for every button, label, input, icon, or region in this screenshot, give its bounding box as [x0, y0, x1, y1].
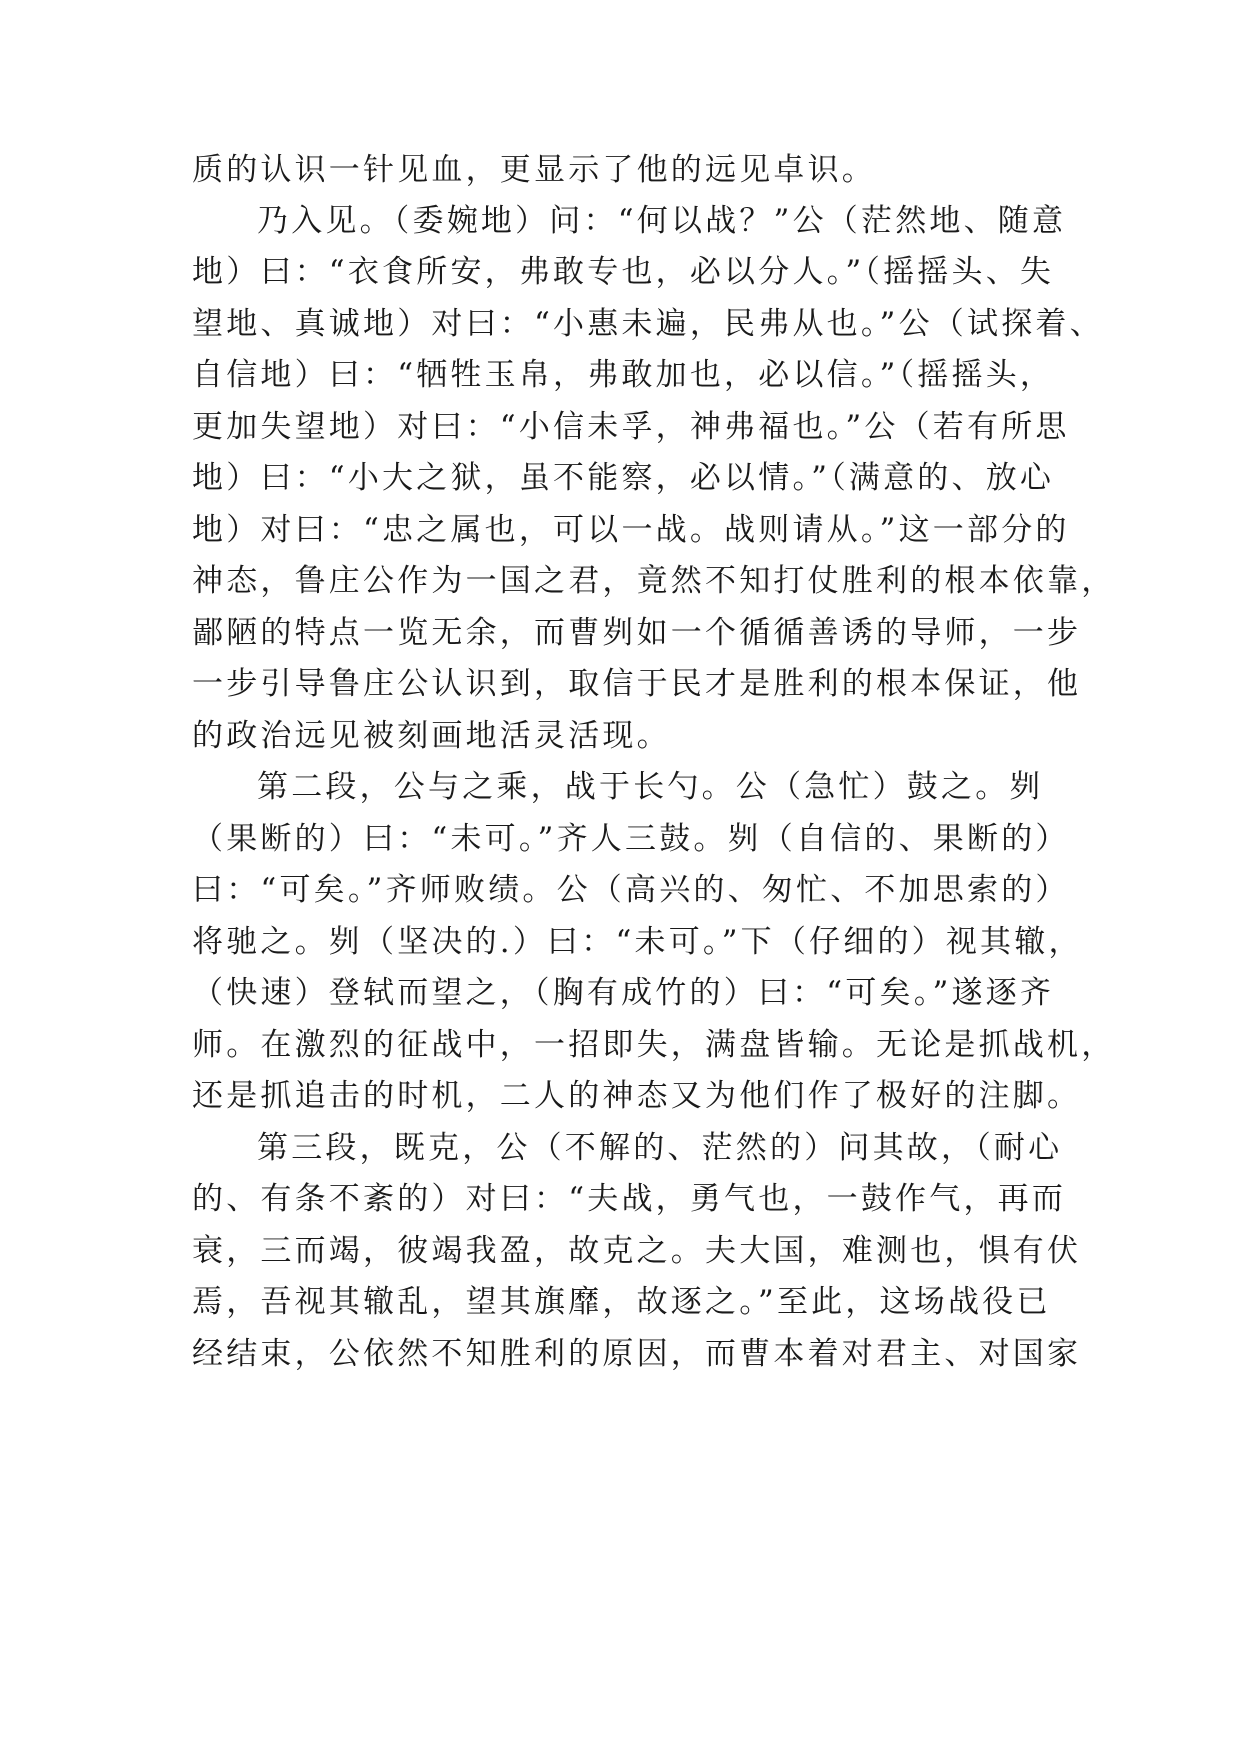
- paragraph-start-line: 第三段，既克，公（不解的、茫然的）问其故，（耐心: [257, 1130, 1063, 1166]
- text-line: 将驰之。刿（坚决的.）曰：“未可。”下（仔细的）视其辙，: [192, 924, 1083, 960]
- text-line: 鄙陋的特点一览无余，而曹刿如一个循循善诱的导师，一步: [192, 615, 1082, 651]
- text-line: 神态，鲁庄公作为一国之君，竟然不知打仗胜利的根本依靠，: [192, 563, 1116, 599]
- text-line: 的政治远见被刻画地活灵活现。: [192, 718, 671, 754]
- text-line: 的、有条不紊的）对曰：“夫战，勇气也，一鼓作气，再而: [192, 1181, 1067, 1217]
- text-line: 地）曰：“衣食所安，弗敢专也，必以分人。”（摇摇头、失: [192, 254, 1055, 290]
- text-line: 衰，三而竭，彼竭我盈，故克之。夫大国，难测也，惧有伏: [192, 1233, 1082, 1269]
- text-line: 师。在激烈的征战中，一招即失，满盘皆输。无论是抓战机，: [192, 1027, 1116, 1063]
- text-line: 自信地）曰：“牺牲玉帛，弗敢加也，必以信。”（摇摇头，: [192, 357, 1055, 393]
- text-line: 一步引导鲁庄公认识到，取信于民才是胜利的根本保证，他: [192, 666, 1082, 702]
- text-line: 曰：“可矣。”齐师败绩。公（高兴的、匆忙、不加思索的）: [192, 872, 1070, 908]
- text-line: 地）对曰：“忠之属也，可以一战。战则请从。”这一部分的: [192, 512, 1070, 548]
- text-line: 经结束，公依然不知胜利的原因，而曹本着对君主、对国家: [192, 1336, 1082, 1372]
- text-line: 地）曰：“小大之狱，虽不能察，必以情。”（满意的、放心: [192, 460, 1055, 496]
- text-line: （果断的）曰：“未可。”齐人三鼓。刿（自信的、果断的）: [192, 821, 1070, 857]
- text-line: 还是抓追击的时机，二人的神态又为他们作了极好的注脚。: [192, 1078, 1082, 1114]
- text-line: 质的认识一针见血，更显示了他的远见卓识。: [192, 152, 876, 188]
- text-line: 更加失望地）对曰：“小信未孚，神弗福也。”公（若有所思: [192, 409, 1070, 445]
- text-line: 焉，吾视其辙乱，望其旗靡，故逐之。”至此，这场战役已: [192, 1284, 1051, 1320]
- text-line: 望地、真诚地）对曰：“小惠未遍，民弗从也。”公（试探着、: [192, 306, 1104, 342]
- text-line: （快速）登轼而望之，（胸有成竹的）曰：“可矣。”遂逐齐: [192, 975, 1055, 1011]
- paragraph-start-line: 第二段，公与之乘，战于长勺。公（急忙）鼓之。刿: [257, 769, 1044, 805]
- paragraph-start-line: 乃入见。（委婉地）问：“何以战？”公（茫然地、随意: [257, 203, 1067, 239]
